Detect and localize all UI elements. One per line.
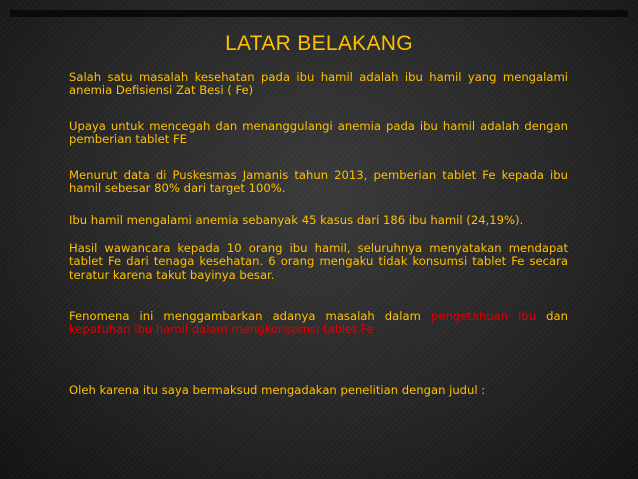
fenomena-highlight-kepatuhan: kepatuhan ibu hamil dalam mengkonsumsi tablet Fe xyxy=(69,322,374,337)
slide-title: LATAR BELAKANG xyxy=(225,32,413,55)
paragraph-upaya: Upaya untuk mencegah dan menanggulangi anemia pada ibu hamil adalah dengan pemberian tablet FE xyxy=(69,119,568,147)
paragraph-kasus-anemia: Ibu hamil mengalami anemia sebanyak 45 kasus dari 186 ibu hamil (24,19%). xyxy=(69,213,524,227)
paragraph-penutup: Oleh karena itu saya bermaksud mengadakan penelitian dengan judul : xyxy=(69,383,486,397)
fenomena-text-1: Fenomena ini menggambarkan adanya masalah dalam xyxy=(69,309,431,323)
paragraph-fenomena xyxy=(69,310,568,384)
paragraph-data-puskesmas: Menurut data di Puskesmas Jamanis tahun 2013, pemberian tablet Fe kepada ibu hamil sebesar 80% dari target 100%. xyxy=(69,168,568,196)
slide-body xyxy=(69,71,568,397)
slide-top-bar xyxy=(10,10,628,17)
paragraph-masalah: Salah satu masalah kesehatan pada ibu hamil adalah ibu hamil yang mengalami anemia Defisiensi Zat Besi ( Fe) xyxy=(69,70,568,98)
fenomena-text-2: dan xyxy=(536,309,568,323)
paragraph-wawancara: Hasil wawancara kepada 10 orang ibu hamil, seluruhnya menyatakan mendapat tablet Fe dari tenaga kesehatan. 6 orang mengaku tidak konsumsi tablet Fe secara teratur karena takut bayinya besar. xyxy=(69,241,568,282)
fenomena-highlight-pengetahuan: pengetahuan ibu xyxy=(430,309,537,323)
